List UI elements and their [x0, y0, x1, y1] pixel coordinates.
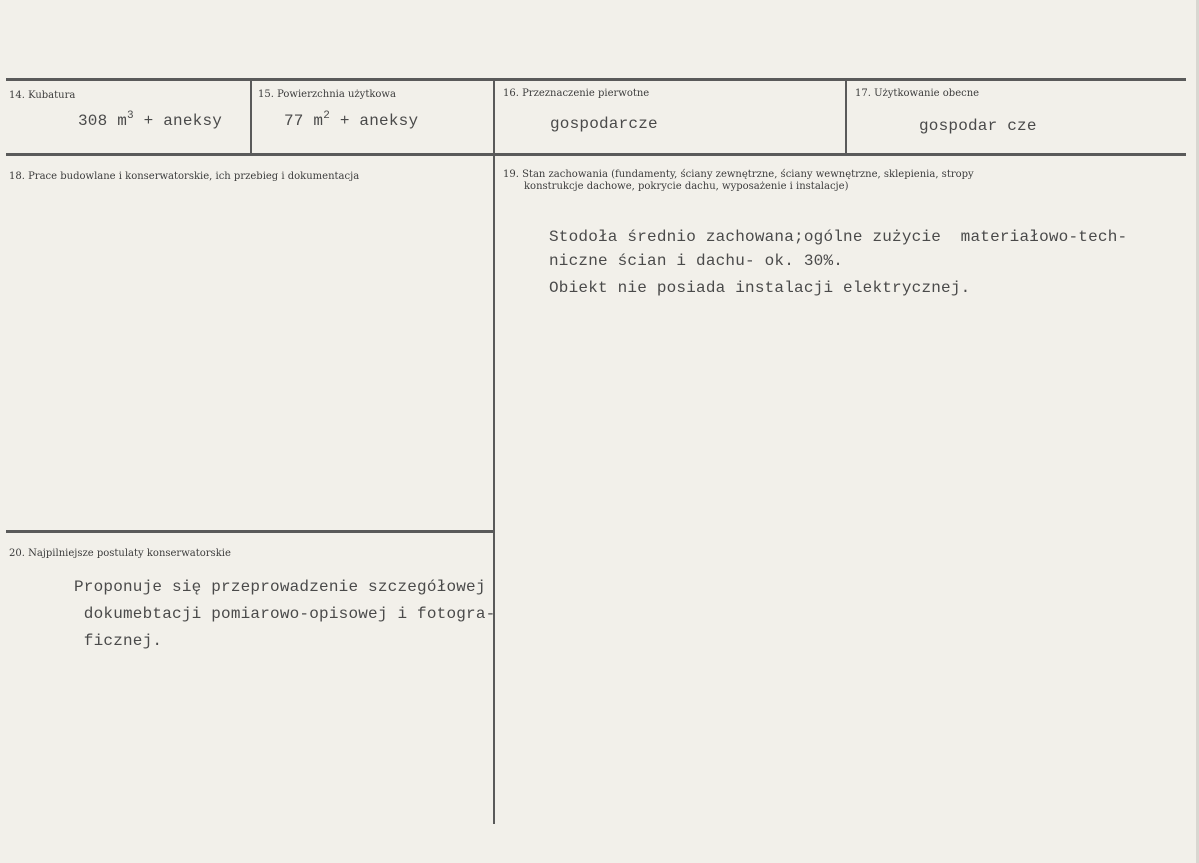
postulaty-label: 20. Najpilniejsze postulaty konserwatorskie: [9, 548, 231, 559]
row-divider-rule: [6, 153, 1186, 156]
powierzchnia-value: 77 $m^2$ + aneksy: [284, 110, 419, 130]
stan-zachowania-line-1: Stodoła średnio zachowana;ogólne zużycie materiałowo-tech-: [549, 228, 1128, 246]
powierzchnia-label: 15. Powierzchnia użytkowa: [258, 89, 396, 100]
postulaty-line-2: dokumebtacji pomiarowo-opisowej i fotogra-: [74, 605, 496, 623]
przeznaczenie-value: gospodarcze: [550, 115, 658, 133]
stan-zachowania-line-3: Obiekt nie posiada instalacji elektrycznej.: [549, 279, 971, 297]
przeznaczenie-label: 16. Przeznaczenie pierwotne: [503, 88, 650, 99]
stan-zachowania-line-2: niczne ścian i dachu- ok. 30%.: [549, 252, 844, 270]
postulaty-line-3: ficznej.: [74, 632, 163, 650]
uzytkowanie-label: 17. Użytkowanie obecne: [855, 88, 980, 99]
stan-zachowania-label-1: 19. Stan zachowania (fundamenty, ściany zewnętrzne, ściany wewnętrzne, sklepienia, stropy: [503, 169, 974, 180]
col-divider-14-15: [250, 80, 252, 155]
postulaty-line-1: Proponuje się przeprowadzenie szczegółowej: [74, 578, 486, 596]
col-divider-16-17: [845, 80, 847, 155]
col-divider-15-16: [493, 80, 495, 824]
top-rule: [6, 78, 1186, 81]
kubatura-label: 14. Kubatura: [9, 90, 76, 101]
prace-budowlane-label: 18. Prace budowlane i konserwatorskie, ich przebieg i dokumentacja: [9, 171, 360, 182]
uzytkowanie-value: gospodar cze: [919, 117, 1037, 135]
kubatura-value: 308 $m^3$ + aneksy: [78, 110, 223, 130]
stan-zachowania-label-2: konstrukcje dachowe, pokrycie dachu, wyposażenie i instalacje): [524, 181, 849, 192]
section-18-20-rule: [6, 530, 493, 533]
